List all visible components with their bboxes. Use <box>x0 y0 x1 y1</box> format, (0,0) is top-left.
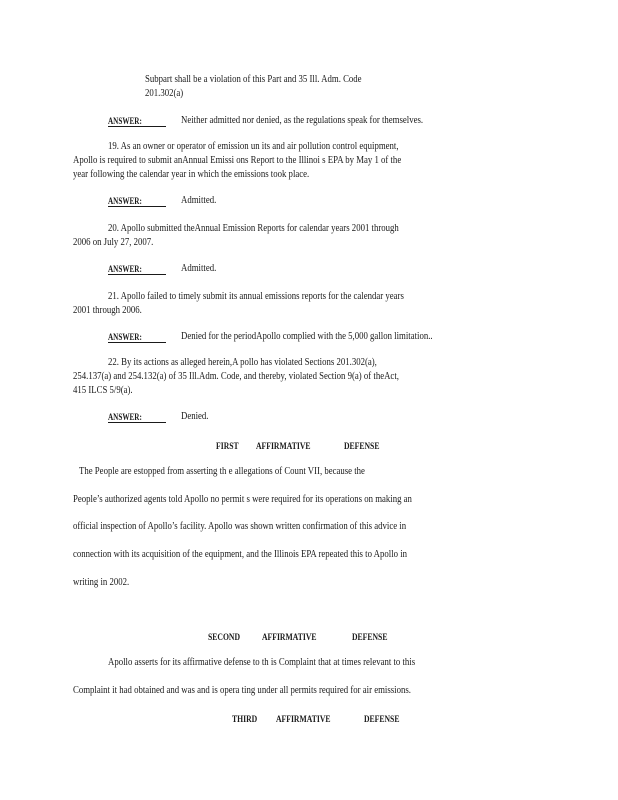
heading-word: DEFENSE <box>344 442 380 452</box>
answer-response: Neither admitted nor denied, as the regulations speak for themselves. <box>181 115 424 126</box>
paragraph-19-line: 19. As an owner or operator of emission un its and air pollution control equipment, <box>108 141 399 152</box>
first-defense-line: writing in 2002. <box>73 577 130 588</box>
answer-label: ANSWER: <box>108 196 142 206</box>
first-defense-line: official inspection of Apollo’s facility. Apollo was shown written confirmation of this advice in <box>73 521 407 532</box>
answer-underline <box>108 126 166 127</box>
heading-word: SECOND <box>208 633 241 643</box>
second-defense-line: Complaint it had obtained and was and is opera ting under all permits required for air emissions. <box>73 685 411 696</box>
heading-word: THIRD <box>232 715 258 725</box>
paragraph-19-line: Apollo is required to submit anAnnual Emissi ons Report to the Illinoi s EPA by May 1 of the <box>73 155 402 166</box>
answer-response: Admitted. <box>181 263 217 274</box>
paragraph-line: Subpart shall be a violation of this Part and 35 Ill. Adm. Code <box>145 74 362 85</box>
paragraph-21-line: 2001 through 2006. <box>73 305 142 316</box>
answer-label: ANSWER: <box>108 332 142 342</box>
paragraph-22-line: 415 ILCS 5/9(a). <box>73 385 133 396</box>
answer-response: Admitted. <box>181 195 217 206</box>
heading-word: AFFIRMATIVE <box>256 442 311 452</box>
first-defense-line: The People are estopped from asserting th e allegations of Count VII, because the <box>79 466 365 477</box>
answer-response: Denied for the periodApollo complied with the 5,000 gallon limitation.. <box>181 331 433 342</box>
paragraph-22-line: 254.137(a) and 254.132(a) of 35 Ill.Adm. Code, and thereby, violated Section 9(a) of theAct, <box>73 371 399 382</box>
first-defense-line: People’s authorized agents told Apollo no permit s were required for its operations on making an <box>73 494 412 505</box>
heading-word: AFFIRMATIVE <box>262 633 317 643</box>
first-defense-line: connection with its acquisition of the equipment, and the Illinois EPA repeated this to Apollo in <box>73 549 408 560</box>
answer-response: Denied. <box>181 411 209 422</box>
answer-underline <box>108 342 166 343</box>
answer-label: ANSWER: <box>108 264 142 274</box>
second-defense-line: Apollo asserts for its affirmative defense to th is Complaint that at times relevant to this <box>108 657 416 668</box>
heading-word: DEFENSE <box>352 633 388 643</box>
paragraph-21-line: 21. Apollo failed to timely submit its annual emissions reports for the calendar years <box>108 291 404 302</box>
answer-label: ANSWER: <box>108 412 142 422</box>
heading-word: AFFIRMATIVE <box>276 715 331 725</box>
answer-underline <box>108 274 166 275</box>
paragraph-20-line: 20. Apollo submitted theAnnual Emission Reports for calendar years 2001 through <box>108 223 399 234</box>
paragraph-line: 201.302(a) <box>145 88 184 99</box>
heading-word: FIRST <box>216 442 239 452</box>
paragraph-20-line: 2006 on July 27, 2007. <box>73 237 154 248</box>
heading-word: DEFENSE <box>364 715 400 725</box>
paragraph-22-line: 22. By its actions as alleged herein,A pollo has violated Sections 201.302(a), <box>108 357 377 368</box>
paragraph-19-line: year following the calendar year in which the emissions took place. <box>73 169 310 180</box>
answer-underline <box>108 206 166 207</box>
answer-label: ANSWER: <box>108 116 142 126</box>
answer-underline <box>108 422 166 423</box>
